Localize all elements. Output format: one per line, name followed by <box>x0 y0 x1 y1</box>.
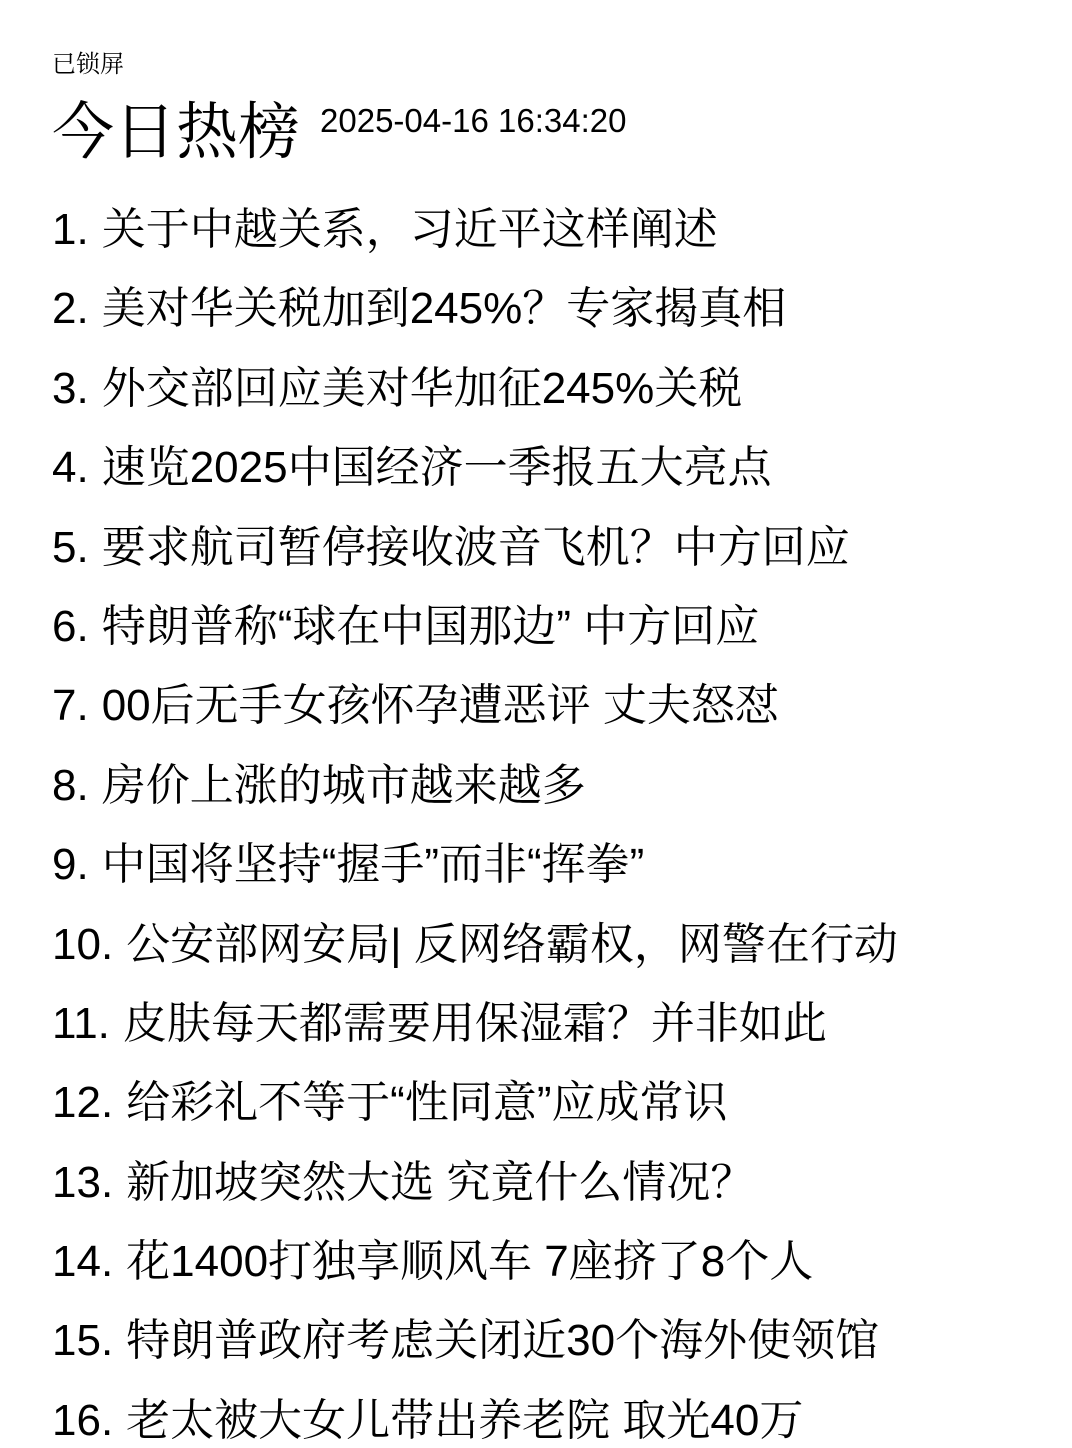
item-rank: 5. <box>52 522 89 572</box>
item-title: 要求航司暂停接收波音飞机？中方回应 <box>101 522 850 572</box>
item-title: 美对华关税加到245%？专家揭真相 <box>101 284 787 334</box>
list-item[interactable] <box>52 508 1052 587</box>
item-rank: 7. <box>52 681 89 731</box>
item-title: 公安部网安局| 反网络霸权，网警在行动 <box>126 919 898 969</box>
list-item[interactable] <box>52 349 1052 428</box>
list-item[interactable] <box>52 825 1052 904</box>
item-rank: 11. <box>52 998 110 1048</box>
item-title: 新加坡突然大选 究竟什么情况？ <box>126 1157 755 1207</box>
item-rank: 3. <box>52 363 89 413</box>
item-rank: 6. <box>52 601 89 651</box>
item-rank: 16. <box>52 1395 114 1445</box>
timestamp: 2025-04-16 16:34:20 <box>320 102 627 139</box>
item-rank: 9. <box>52 840 89 890</box>
item-rank: 8. <box>52 760 89 810</box>
item-title: 花1400打独享顺风车 7座挤了8个人 <box>126 1237 814 1287</box>
item-title: 速览2025中国经济一季报五大亮点 <box>101 443 772 493</box>
list-item[interactable] <box>52 905 1052 984</box>
item-title: 特朗普称“球在中国那边” 中方回应 <box>101 601 760 651</box>
list-item[interactable] <box>52 1222 1052 1301</box>
list-item[interactable] <box>52 587 1052 666</box>
list-item[interactable] <box>52 1381 1052 1448</box>
item-rank: 2. <box>52 284 89 334</box>
item-rank: 15. <box>52 1316 114 1366</box>
item-title: 特朗普政府考虑关闭近30个海外使领馆 <box>126 1316 880 1366</box>
list-item[interactable] <box>52 1143 1052 1222</box>
list-item[interactable] <box>52 269 1052 348</box>
item-title: 房价上涨的城市越来越多 <box>101 760 586 810</box>
list-item[interactable] <box>52 1063 1052 1142</box>
item-title: 中国将坚持“握手”而非“挥拳” <box>101 840 645 890</box>
page-title: 今日热榜 <box>52 98 301 167</box>
item-rank: 12. <box>52 1078 114 1128</box>
item-title: 皮肤每天都需要用保湿霜？并非如此 <box>122 998 827 1048</box>
list-item[interactable] <box>52 428 1052 507</box>
item-rank: 4. <box>52 443 89 493</box>
item-rank: 1. <box>52 205 89 254</box>
item-rank: 14. <box>52 1237 114 1287</box>
list-item[interactable] <box>52 190 1052 269</box>
page-header <box>52 100 626 165</box>
item-title: 外交部回应美对华加征245%关税 <box>101 363 743 413</box>
list-item[interactable] <box>52 1301 1052 1380</box>
item-rank: 13. <box>52 1157 114 1207</box>
item-title: 老太被大女儿带出养老院 取光40万 <box>126 1395 804 1445</box>
item-title: 关于中越关系，习近平这样阐述 <box>101 205 718 254</box>
list-item[interactable] <box>52 746 1052 825</box>
item-rank: 10. <box>52 919 114 969</box>
list-item[interactable] <box>52 984 1052 1063</box>
list-item[interactable] <box>52 666 1052 745</box>
lock-status-label: 已锁屏 <box>52 51 124 78</box>
item-title: 00后无手女孩怀孕遭恶评 丈夫怒怼 <box>101 681 779 731</box>
hot-list <box>52 190 1052 1448</box>
item-title: 给彩礼不等于“性同意”应成常识 <box>126 1078 728 1128</box>
